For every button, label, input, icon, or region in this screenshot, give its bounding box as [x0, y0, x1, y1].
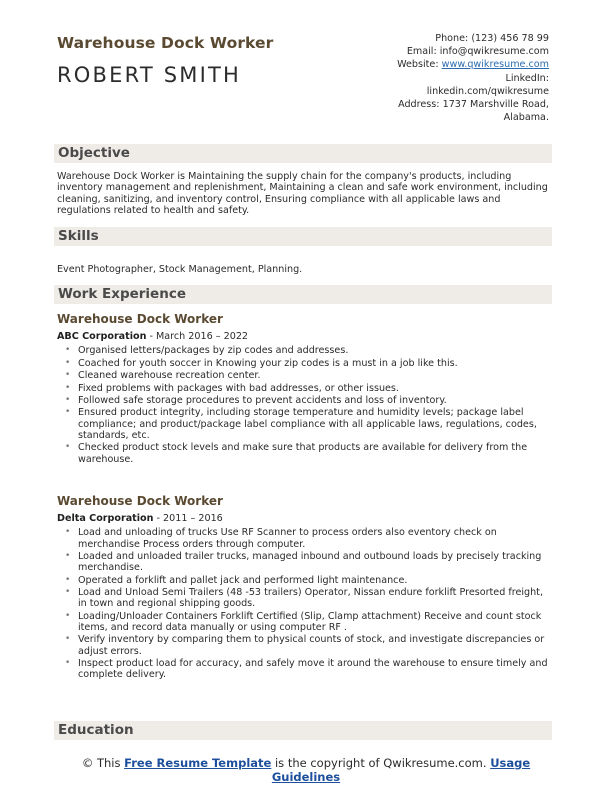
guidelines-link[interactable]: Guidelines	[271, 770, 341, 784]
list-item: • Fixed problems with packages with bad addresses, or other issues.	[57, 383, 552, 394]
list-item: • Load and Unload Semi Trailers (48 -53 trailers) Operator, Nissan endure forklift Presorted freight, in town and regional shipping goods.	[57, 587, 552, 610]
job-entry-title: Warehouse Dock Worker	[57, 494, 223, 508]
job-bullets	[57, 527, 552, 680]
list-item: • Loaded and unloaded trailer trucks, managed inbound and outbound loads by precisely tracking merchandise.	[57, 551, 552, 574]
job-entry-company: Delta Corporation - 2011 – 2016	[57, 512, 223, 524]
list-item: • Ensured product integrity, including storage temperature and humidity levels; package label compliance; and product/package label compliance with all applicable laws, regulations, codes, standards, etc.	[57, 407, 552, 441]
section-title: Work Experience	[58, 286, 186, 302]
list-item: • Followed safe storage procedures to prevent accidents and loss of inventory.	[57, 395, 552, 406]
copyright-footer: © This Free Resume Template is the copyright of Qwikresume.com. Usage Guidelines	[81, 756, 531, 784]
job-entry	[57, 494, 552, 682]
contact-linkedin-label: LinkedIn:	[505, 72, 549, 84]
candidate-name: ROBERT SMITH	[57, 63, 242, 87]
contact-email: Email: info@qwikresume.com	[406, 46, 549, 58]
objective-section-header	[54, 144, 552, 163]
free-resume-template-link[interactable]: Free Resume Template	[124, 756, 272, 770]
job-title: Warehouse Dock Worker	[57, 34, 274, 52]
list-item: • Loading/Unloader Containers Forklift Certified (Slip, Clamp attachment) Receive and count stock items, and record data manually or using computer RF .	[57, 611, 552, 634]
list-item: • Checked product stock levels and make sure that products are available for delivery from the warehouse.	[57, 442, 552, 465]
list-item: • Inspect product load for accuracy, and safely move it around the warehouse to ensure timely and complete delivery.	[57, 658, 552, 681]
contact-block	[349, 32, 549, 124]
skills-text: Event Photographer, Stock Management, Planning.	[57, 264, 303, 275]
list-item: • Operated a forklift and pallet jack and performed light maintenance.	[57, 575, 552, 586]
contact-phone: Phone: (123) 456 78 99	[435, 33, 549, 44]
objective-text: Warehouse Dock Worker is Maintaining the supply chain for the company's products, including inventory management and replenishment, Maintaining a clean and safe work environment, including cleaning, sanitizing, and inventory control, Ensuring compliance with all applicable laws and regulations related to health and safety.	[57, 171, 548, 216]
contact-website: Website: www.qwikresume.com	[397, 59, 549, 71]
section-title: Skills	[58, 228, 99, 244]
website-link[interactable]: www.qwikresume.com	[441, 59, 549, 71]
job-entry-title: Warehouse Dock Worker	[57, 312, 223, 326]
list-item: • Coached for youth soccer in Knowing your zip codes is a must in a job like this.	[57, 358, 552, 369]
education-section-header	[54, 721, 552, 740]
list-item: • Verify inventory by comparing them to physical counts of stock, and investigate discrepancies or adjust errors.	[57, 634, 552, 657]
section-title: Objective	[58, 145, 130, 161]
skills-section-header	[54, 227, 552, 246]
usage-link[interactable]: Usage	[490, 756, 531, 770]
job-bullets	[57, 345, 552, 465]
contact-linkedin: linkedin.com/qwikresume	[426, 85, 549, 97]
resume-header	[57, 32, 557, 127]
job-entry	[57, 312, 552, 466]
list-item: • Organised letters/packages by zip codes and addresses.	[57, 345, 552, 356]
work-section-header	[54, 285, 552, 304]
list-item: • Load and unloading of trucks Use RF Scanner to process orders also eventory check on merchandise Process orders through computer.	[57, 527, 552, 550]
job-entry-company: ABC Corporation - March 2016 – 2022	[57, 330, 249, 342]
list-item: • Cleaned warehouse recreation center.	[57, 370, 552, 381]
section-title: Education	[58, 722, 134, 738]
contact-address-line2: Alabama.	[503, 112, 549, 124]
contact-address: Address: 1737 Marshville Road,	[398, 99, 549, 111]
